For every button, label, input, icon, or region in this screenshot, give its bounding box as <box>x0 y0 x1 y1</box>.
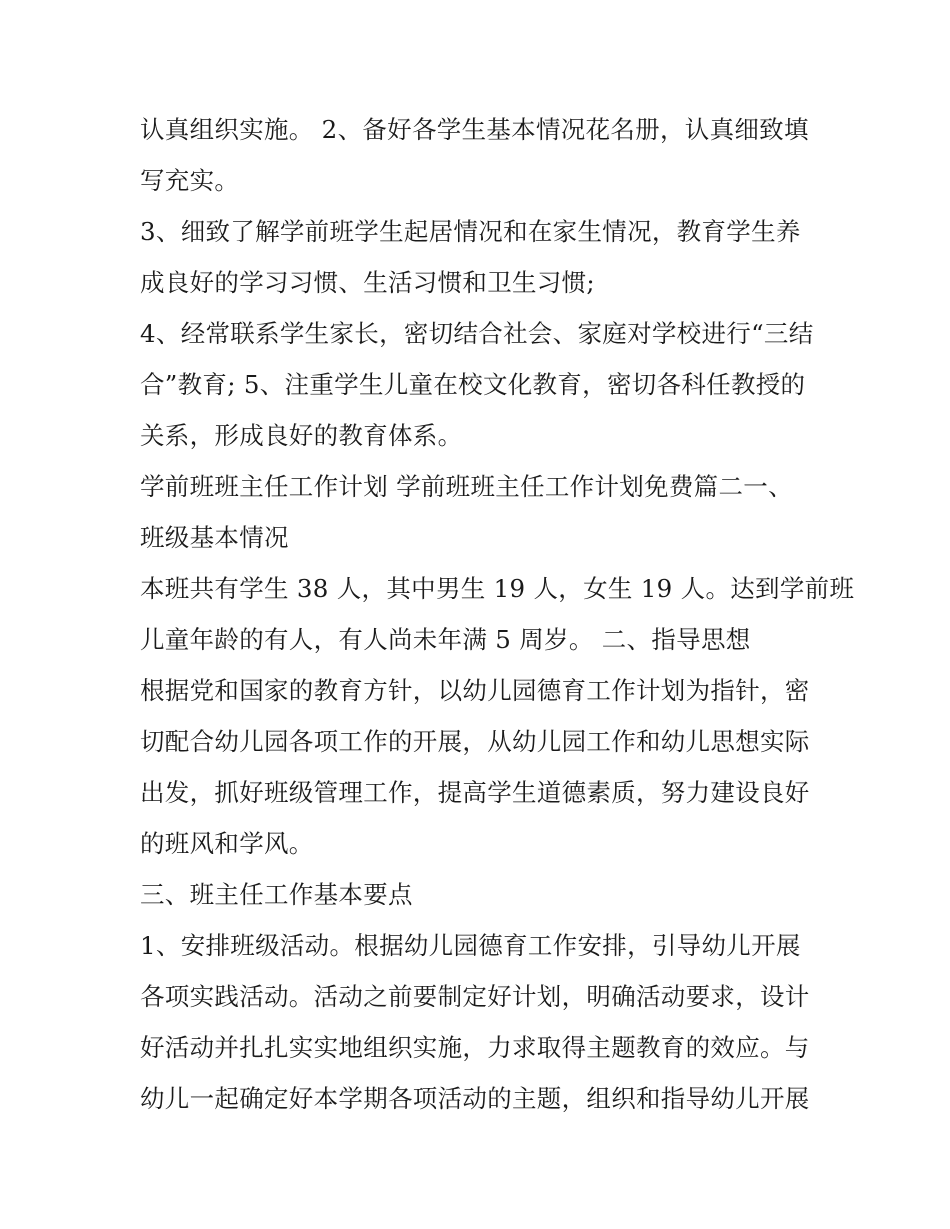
text-line: 关系，形成良好的教育体系。 <box>140 421 463 450</box>
text-line: 4、经常联系学生家长，密切结合社会、家庭对学校进行“三结 <box>140 319 814 348</box>
section-heading-line: 班级基本情况 <box>140 523 289 552</box>
text-line: 写充实。 <box>140 166 240 195</box>
section-heading-line: 学前班班主任工作计划 学前班班主任工作计划免费篇二一、 <box>140 472 793 501</box>
text-line: 各项实践活动。活动之前要制定好计划，明确活动要求，设计 <box>140 982 810 1011</box>
text-line: 成良好的学习习惯、生活习惯和卫生习惯; <box>140 268 595 297</box>
text-line: 好活动并扎扎实实地组织实施，力求取得主题教育的效应。与 <box>140 1033 810 1062</box>
text-line: 幼儿一起确定好本学期各项活动的主题，组织和指导幼儿开展 <box>140 1084 810 1113</box>
text-line: 的班风和学风。 <box>140 829 314 858</box>
text-line: 认真组织实施。 2、备好各学生基本情况花名册，认真细致填 <box>140 115 809 144</box>
text-line: 3、细致了解学前班学生起居情况和在家生情况，教育学生养 <box>140 217 801 246</box>
section-heading-line: 三、班主任工作基本要点 <box>140 880 413 909</box>
text-line: 切配合幼儿园各项工作的开展，从幼儿园工作和幼儿思想实际 <box>140 727 810 756</box>
text-line: 出发，抓好班级管理工作，提高学生道德素质，努力建设良好 <box>140 778 810 807</box>
text-line: 儿童年龄的有人，有人尚未年满 5 周岁。 二、指导思想 <box>140 625 751 654</box>
document-body <box>140 104 855 1124</box>
text-line: 合”教育; 5、注重学生儿童在校文化教育，密切各科任教授的 <box>140 370 806 399</box>
text-line: 本班共有学生 38 人，其中男生 19 人，女生 19 人。达到学前班 <box>140 574 855 603</box>
text-line: 根据党和国家的教育方针，以幼儿园德育工作计划为指针，密 <box>140 676 810 705</box>
text-line: 1、安排班级活动。根据幼儿园德育工作安排，引导幼儿开展 <box>140 931 801 960</box>
